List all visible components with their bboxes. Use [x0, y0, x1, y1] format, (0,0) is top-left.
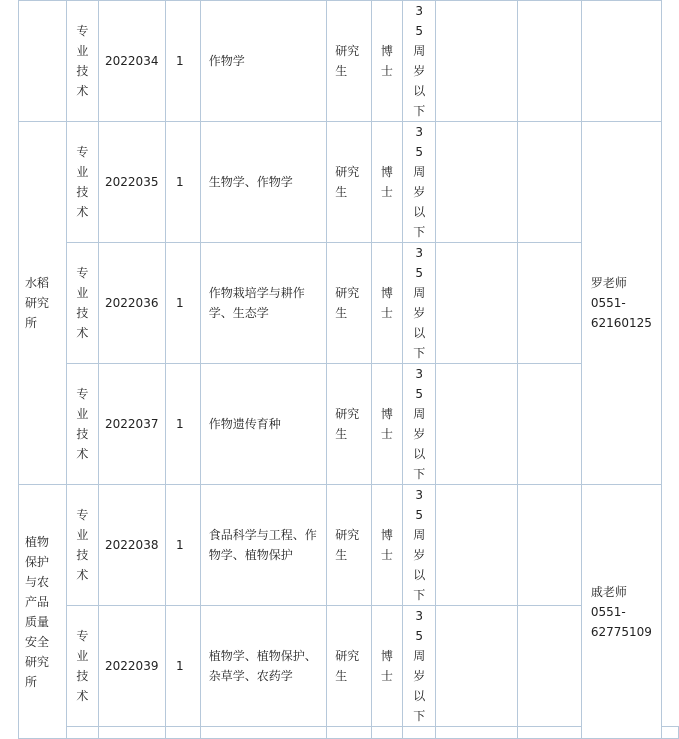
table-row — [19, 122, 679, 243]
empty-cell — [327, 727, 371, 739]
empty-cell — [99, 727, 166, 739]
empty-cell — [517, 364, 581, 485]
empty-cell — [436, 364, 517, 485]
contact-phone-number: 62775109 — [590, 624, 652, 639]
empty-cell — [436, 727, 517, 739]
major-cell: 作物遗传育种 — [200, 364, 327, 485]
age-cell: 35周岁以下 — [403, 485, 436, 606]
position-code-cell: 2022039 — [99, 606, 166, 727]
position-type-cell: 专业技术 — [66, 122, 98, 243]
empty-cell — [436, 606, 517, 727]
contact-phone-number: 62160125 — [590, 316, 652, 330]
age-cell: 35周岁以下 — [403, 606, 436, 727]
position-code-cell: 2022036 — [99, 243, 166, 364]
department-cell — [19, 1, 67, 122]
empty-cell — [517, 1, 581, 122]
age-cell: 35周岁以下 — [403, 364, 436, 485]
position-type-cell: 专业技术 — [66, 485, 98, 606]
major-cell: 生物学、作物学 — [200, 122, 327, 243]
position-code-cell: 2022038 — [99, 485, 166, 606]
table-row — [19, 606, 679, 727]
empty-cell — [436, 485, 517, 606]
position-type-cell: 专业技术 — [66, 606, 98, 727]
degree-cell: 博士 — [371, 243, 402, 364]
empty-cell — [517, 485, 581, 606]
empty-cell — [436, 1, 517, 122]
education-cell: 研究生 — [327, 243, 371, 364]
position-code-cell: 2022037 — [99, 364, 166, 485]
major-cell: 作物栽培学与耕作学、生态学 — [200, 243, 327, 364]
position-code-cell: 2022034 — [99, 1, 166, 122]
major-cell: 植物学、植物保护、杂草学、农药学 — [200, 606, 327, 727]
position-type-cell: 专业技术 — [66, 243, 98, 364]
headcount-cell: 1 — [165, 243, 200, 364]
education-cell: 研究生 — [327, 122, 371, 243]
degree-cell: 博士 — [371, 1, 402, 122]
position-type-cell: 专业技术 — [66, 1, 98, 122]
contact-cell — [581, 122, 661, 485]
empty-cell — [165, 727, 200, 739]
degree-cell: 博士 — [371, 606, 402, 727]
department-cell — [19, 485, 67, 739]
empty-cell — [371, 727, 402, 739]
department-name: 植物保护与农产品质量安全研究所 — [25, 534, 50, 689]
empty-cell — [200, 727, 327, 739]
degree-cell: 博士 — [371, 364, 402, 485]
empty-cell — [517, 243, 581, 364]
empty-cell — [517, 727, 581, 739]
table-row — [19, 364, 679, 485]
contact-cell — [581, 1, 661, 122]
position-code-cell: 2022035 — [99, 122, 166, 243]
table-row — [19, 485, 679, 606]
contact-cell — [581, 485, 661, 739]
contact-phone-prefix: 0551- — [590, 604, 626, 619]
empty-cell — [517, 606, 581, 727]
degree-cell: 博士 — [371, 485, 402, 606]
contact-phone-prefix: 0551- — [590, 296, 626, 310]
education-cell: 研究生 — [327, 606, 371, 727]
position-table — [18, 0, 679, 739]
empty-cell — [436, 243, 517, 364]
headcount-cell: 1 — [165, 485, 200, 606]
degree-cell: 博士 — [371, 122, 402, 243]
age-cell: 35周岁以下 — [403, 1, 436, 122]
empty-cell — [662, 727, 679, 739]
education-cell: 研究生 — [327, 485, 371, 606]
contact-name: 戚老师 — [590, 584, 627, 599]
table-row — [19, 727, 679, 739]
headcount-cell: 1 — [165, 122, 200, 243]
education-cell: 研究生 — [327, 364, 371, 485]
empty-cell — [517, 122, 581, 243]
empty-cell — [66, 727, 98, 739]
headcount-cell: 1 — [165, 364, 200, 485]
position-type-cell: 专业技术 — [66, 364, 98, 485]
age-cell: 35周岁以下 — [403, 243, 436, 364]
education-cell: 研究生 — [327, 1, 371, 122]
headcount-cell: 1 — [165, 1, 200, 122]
empty-cell — [403, 727, 436, 739]
major-cell: 作物学 — [200, 1, 327, 122]
empty-cell — [436, 122, 517, 243]
major-cell: 食品科学与工程、作物学、植物保护 — [200, 485, 327, 606]
headcount-cell: 1 — [165, 606, 200, 727]
department-cell — [19, 122, 67, 485]
table-row — [19, 243, 679, 364]
table-row — [19, 1, 679, 122]
age-cell: 35周岁以下 — [403, 122, 436, 243]
department-name: 水稻研究所 — [25, 276, 50, 330]
contact-name: 罗老师 — [590, 276, 627, 290]
